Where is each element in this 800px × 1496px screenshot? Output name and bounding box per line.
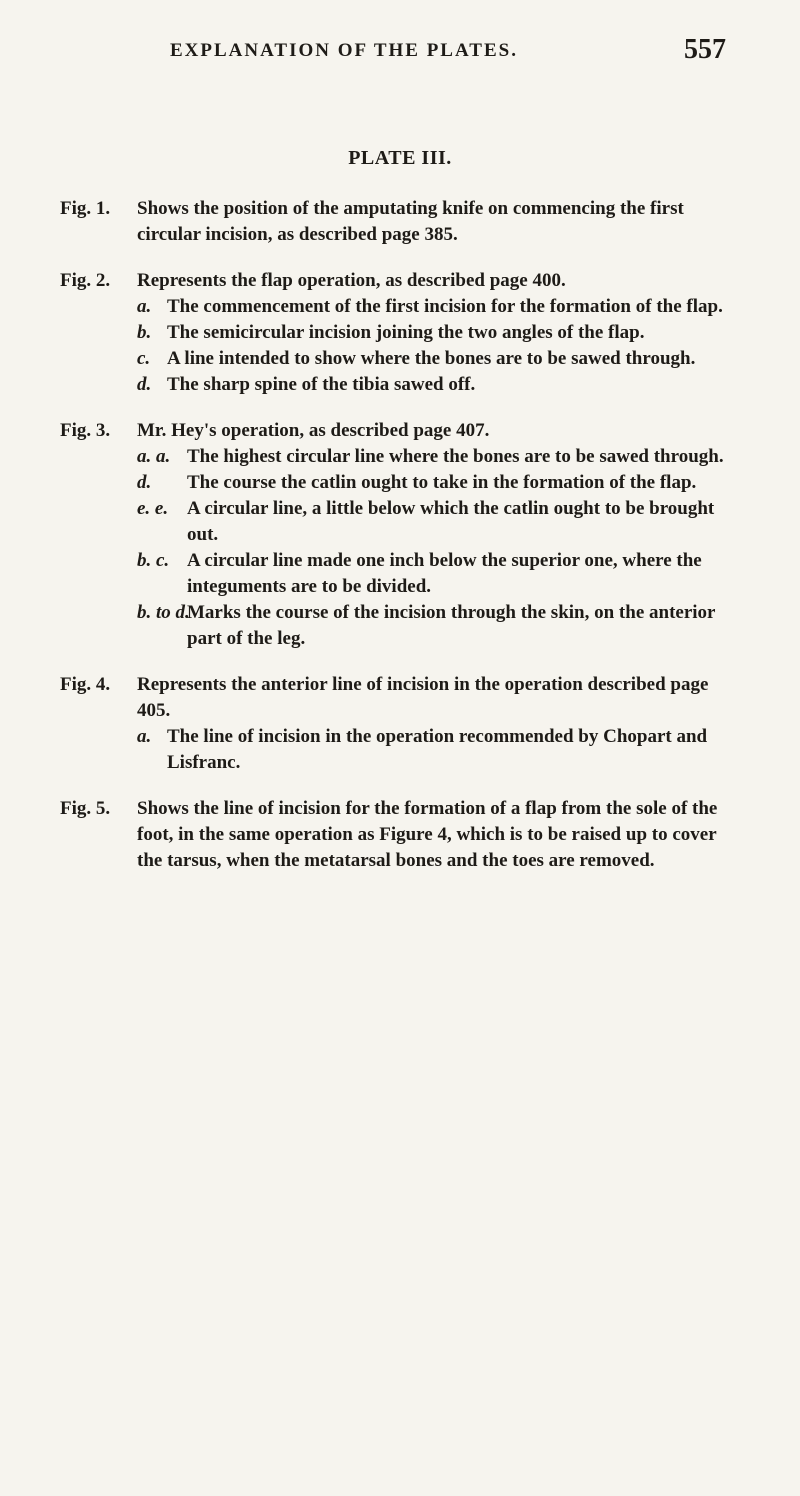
item-label: d. [137, 374, 152, 395]
item-label: a. [137, 726, 152, 747]
figure-description: Mr. Hey's operation, as described page 407. [137, 420, 490, 441]
figure-entry-2 [60, 268, 740, 398]
item-text: A circular line made one inch below the superior one, where the integuments are to be divided. [187, 550, 702, 597]
item-label: c. [137, 348, 151, 369]
item-label: b. c. [137, 550, 170, 571]
figure-entry-1 [60, 196, 740, 248]
item-label: b. to d. [137, 602, 190, 623]
figure-item [137, 724, 740, 776]
figure-item [137, 548, 740, 600]
figure-item [137, 346, 740, 372]
figure-number: Fig. 5. [60, 798, 111, 819]
plate-title: PLATE III. [348, 147, 452, 169]
figure-description: Represents the anterior line of incision in the operation described page 405. [137, 674, 709, 721]
item-text: The commencement of the first incision for the formation of the flap. [167, 296, 723, 317]
item-text: The line of incision in the operation recommended by Chopart and Lisfranc. [167, 726, 708, 773]
item-text: A circular line, a little below which the catlin ought to be brought out. [187, 498, 715, 545]
figure-entry-3 [60, 418, 740, 652]
figure-item [137, 496, 740, 548]
figure-description: Shows the position of the amputating knife on commencing the first circular incision, as described page 385. [137, 198, 684, 245]
figure-item [137, 600, 740, 652]
item-text: The course the catlin ought to take in the formation of the flap. [187, 472, 697, 493]
figure-entry-5 [60, 796, 740, 874]
item-label: d. [137, 472, 152, 493]
figure-number: Fig. 2. [60, 270, 111, 291]
item-text: The sharp spine of the tibia sawed off. [167, 374, 476, 395]
running-head-title: EXPLANATION OF THE PLATES. [170, 40, 518, 61]
page-number: 557 [684, 34, 726, 65]
item-text: A line intended to show where the bones are to be sawed through. [167, 348, 696, 369]
figure-item [137, 470, 740, 496]
figure-item [137, 320, 740, 346]
figure-description: Shows the line of incision for the formation of a flap from the sole of the foot, in the same operation as Figure 4, which is to be raised up to cover the tarsus, when the metatarsal bones and the toes are removed. [137, 798, 718, 871]
figure-entry-4 [60, 672, 740, 776]
item-text: The semicircular incision joining the two angles of the flap. [167, 322, 645, 343]
figure-item [137, 444, 740, 470]
item-label: e. e. [137, 498, 169, 519]
item-label: b. [137, 322, 152, 343]
plate-explanation [60, 196, 740, 894]
item-text: The highest circular line where the bones are to be sawed through. [187, 446, 724, 467]
figure-item [137, 372, 740, 398]
figure-number: Fig. 3. [60, 420, 111, 441]
figure-description: Represents the flap operation, as described page 400. [137, 270, 566, 291]
item-label: a. a. [137, 446, 171, 467]
item-label: a. [137, 296, 152, 317]
running-head [170, 34, 730, 64]
figure-number: Fig. 1. [60, 198, 111, 219]
figure-number: Fig. 4. [60, 674, 111, 695]
figure-item [137, 294, 740, 320]
item-text: Marks the course of the incision through the skin, on the anterior part of the leg. [187, 602, 716, 649]
